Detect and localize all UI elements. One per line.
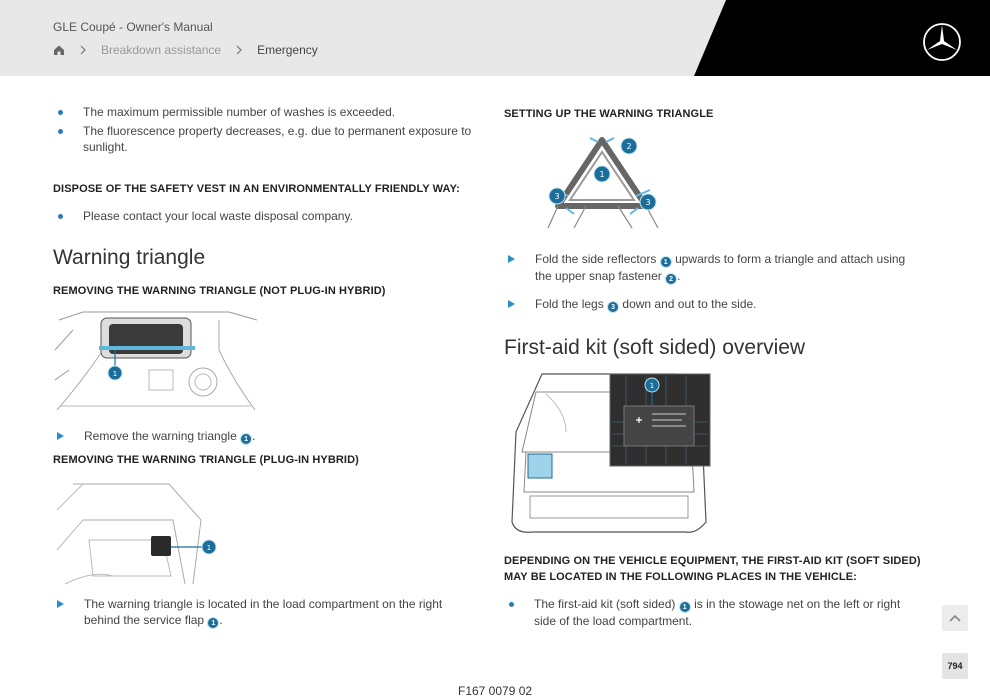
chevron-up-icon bbox=[948, 613, 962, 623]
callout-number: 1 bbox=[206, 544, 212, 552]
remove-step-text: Remove the warning triangle bbox=[84, 429, 237, 443]
item-text: is in the stowage net on the left or right side of the load compartment. bbox=[534, 597, 901, 628]
fold-reflectors-step: Fold the side reflectors 1 upwards to form a triangle and attach using the upper snap fastener 2 . bbox=[504, 251, 914, 285]
list-item: Please contact your local waste disposal company. bbox=[53, 208, 473, 224]
callout-number: 1 bbox=[660, 256, 672, 268]
breadcrumb-breakdown-assistance[interactable]: Breakdown assistance bbox=[101, 43, 222, 57]
scroll-to-top-button[interactable] bbox=[942, 605, 968, 631]
list-item: The maximum permissible number of washes is exceeded. bbox=[53, 104, 473, 120]
home-icon[interactable] bbox=[53, 44, 65, 56]
chevron-right-icon bbox=[235, 45, 243, 55]
step-text: Fold the legs bbox=[535, 297, 604, 311]
breadcrumb-emergency: Emergency bbox=[257, 43, 318, 57]
warning-triangle-title: Warning triangle bbox=[53, 246, 206, 269]
callout-number: 1 bbox=[207, 617, 219, 629]
phev-location-step: The warning triangle is located in the load compartment on the right behind the service flap 1 . bbox=[53, 596, 473, 629]
first-aid-kit-illustration bbox=[506, 372, 712, 538]
warning-triangle-setup-illustration bbox=[546, 134, 662, 238]
mercedes-star-logo[interactable] bbox=[922, 22, 962, 62]
callout-number: 2 bbox=[665, 273, 677, 285]
page-number: 794 bbox=[942, 653, 968, 679]
callout-number: 2 bbox=[626, 142, 632, 151]
list-item: The fluorescence property decreases, e.g. due to permanent exposure to sunlight. bbox=[53, 123, 473, 155]
callout-number: 1 bbox=[112, 370, 118, 378]
callout-number: 3 bbox=[554, 192, 560, 201]
removing-not-phev-heading: REMOVING THE WARNING TRIANGLE (NOT PLUG-IN HYBRID) bbox=[53, 285, 386, 297]
depending-heading: DEPENDING ON THE VEHICLE EQUIPMENT, THE FIRST-AID KIT (SOFT SIDED) MAY BE LOCATED IN THE FOLLOWING PLACES IN THE VEHICLE: bbox=[504, 555, 921, 583]
page-header bbox=[0, 0, 990, 76]
removing-phev-heading: REMOVING THE WARNING TRIANGLE (PLUG-IN HYBRID) bbox=[53, 454, 359, 466]
callout-number: 1 bbox=[240, 433, 252, 445]
callout-number: 3 bbox=[645, 198, 651, 207]
step-text: Fold the side reflectors bbox=[535, 252, 657, 266]
phev-location-text: The warning triangle is located in the load compartment on the right behind the service flap bbox=[84, 597, 443, 627]
callout-number: 1 bbox=[679, 601, 691, 613]
callout-number: 3 bbox=[607, 301, 619, 313]
figure-code: F167 0079 02 bbox=[458, 684, 533, 698]
breadcrumb bbox=[53, 42, 318, 58]
item-text: The first-aid kit (soft sided) bbox=[534, 597, 676, 611]
manual-title: GLE Coupé - Owner's Manual bbox=[53, 20, 213, 34]
remove-triangle-step: Remove the warning triangle 1 . bbox=[53, 428, 473, 445]
left-column bbox=[53, 104, 473, 158]
load-compartment-illustration bbox=[53, 480, 223, 588]
trunk-triangle-illustration bbox=[53, 310, 259, 418]
step-text: down and out to the side. bbox=[622, 297, 757, 311]
dispose-heading: DISPOSE OF THE SAFETY VEST IN AN ENVIRONMENTALLY FRIENDLY WAY: bbox=[53, 183, 460, 195]
first-aid-title: First-aid kit (soft sided) overview bbox=[504, 336, 806, 359]
callout-number: 1 bbox=[599, 170, 605, 179]
setting-up-heading: SETTING UP THE WARNING TRIANGLE bbox=[504, 108, 714, 120]
fold-legs-step bbox=[504, 296, 914, 313]
step-text: upwards to form a triangle and attach using the upper snap fastener bbox=[535, 252, 906, 283]
first-aid-location-item bbox=[504, 596, 914, 629]
chevron-right-icon bbox=[79, 45, 87, 55]
callout-number: 1 bbox=[649, 382, 655, 390]
